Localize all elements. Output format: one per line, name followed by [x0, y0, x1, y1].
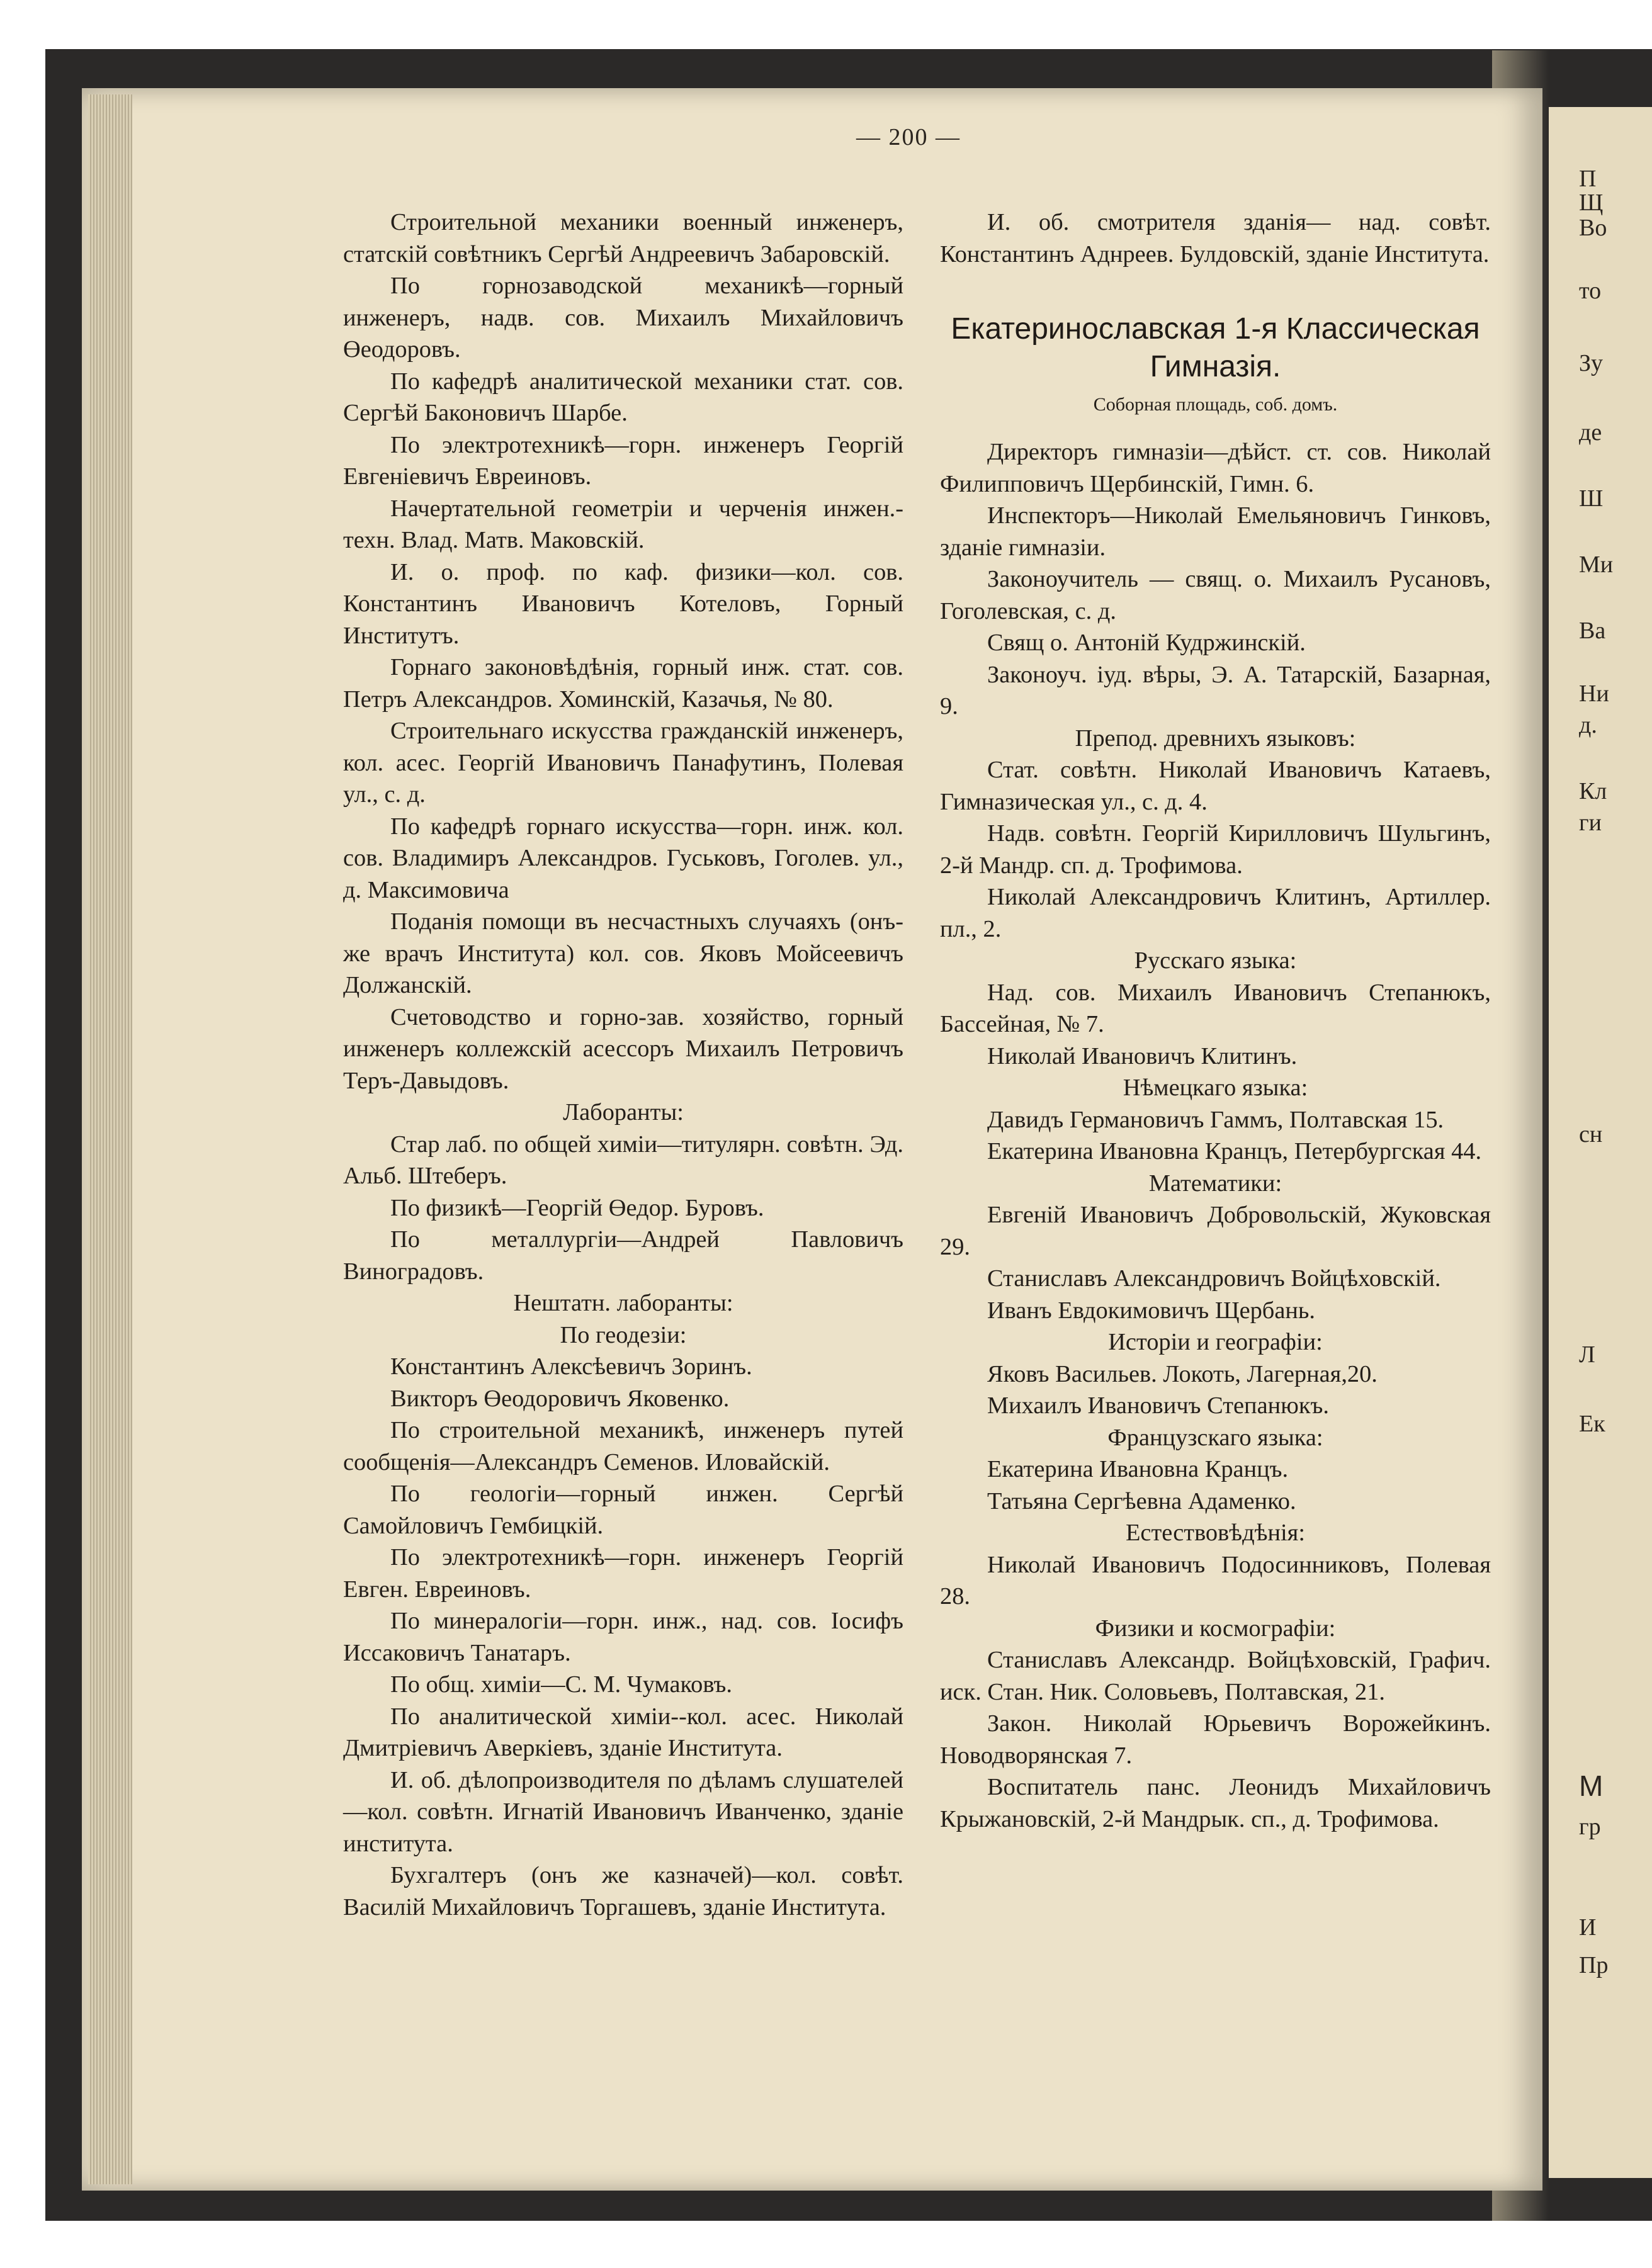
staff-entry: По геологіи—горный инжен. Сергѣй Самойловичъ Гембицкій. [343, 1481, 903, 1539]
staff-entry: По минералогіи—горн. инж., над. сов. Іосифъ Иссаковичъ Танатаръ. [343, 1608, 903, 1666]
staff-entry: Над. сов. Михаилъ Ивановичъ Степанюкъ, Бассейная, № 7. [940, 979, 1491, 1037]
next-page-fragment: Ни [1579, 680, 1609, 707]
section-heading: Нѣмецкаго языка: [1123, 1075, 1308, 1101]
section-heading: Математики: [1148, 1170, 1282, 1197]
next-page-fragment: сн [1579, 1121, 1603, 1148]
left-column [343, 206, 903, 1923]
staff-entry: Строительнаго искусства гражданскій инженеръ, кол. асес. Георгій Ивановичъ Панафутинъ, Полевая ул., с. д. [343, 718, 903, 808]
section-heading: Исторіи и географіи: [1108, 1329, 1323, 1355]
adjacent-page [1549, 107, 1652, 2178]
next-page-fragment: гр [1579, 1814, 1601, 1840]
staff-entry: Екатерина Ивановна Кранцъ, Петербургская 44. [987, 1138, 1482, 1165]
staff-entry: Станиславъ Александровичъ Войцѣховскій. [987, 1265, 1441, 1292]
next-page-fragment: д. [1579, 712, 1597, 738]
staff-entry: Константинъ Алексѣевичъ Зоринъ. [390, 1353, 752, 1380]
staff-entry: Законоуч. іуд. вѣры, Э. А. Татарскій, Базарная, 9. [940, 661, 1491, 719]
staff-entry: По электротехникѣ—горн. инженеръ Георгій Евген. Евреиновъ. [343, 1544, 903, 1603]
staff-entry: Закон. Николай Юрьевичъ Ворожейкинъ. Новодворянская 7. [940, 1710, 1491, 1769]
section-heading: По геодезіи: [560, 1321, 687, 1348]
next-page-fragment: Щ [1579, 189, 1604, 216]
staff-entry: Стат. совѣтн. Николай Ивановичъ Катаевъ, Гимназическая ул., с. д. 4. [940, 757, 1491, 815]
staff-entry: Стар лаб. по общей химіи—титулярн. совѣтн. Эд. Альб. Штеберъ. [343, 1131, 903, 1189]
institution-title: Екатеринославская 1-я Классическая Гимназія. [951, 312, 1480, 383]
staff-entry: Свящ о. Антоній Кудржинскій. [987, 629, 1306, 656]
section-heading: Препод. древнихъ языковъ: [1075, 725, 1356, 752]
next-page-fragment: Кл [1579, 778, 1607, 804]
section-heading: Русскаго языка: [1134, 947, 1297, 974]
next-page-fragment: Ш [1579, 485, 1604, 512]
staff-entry: Надв. совѣтн. Георгій Кирилловичъ Шульгинъ, 2-й Мандр. сп. д. Трофимова. [940, 820, 1491, 879]
next-page-fragment: Л [1579, 1341, 1595, 1368]
next-page-fragment: М [1579, 1769, 1604, 1802]
staff-entry: Инспекторъ—Николай Емельяновичъ Гинковъ, зданіе гимназіи. [940, 502, 1491, 561]
staff-entry: Иванъ Евдокимовичъ Щербань. [987, 1297, 1316, 1324]
staff-entry: По аналитической химіи--кол. асес. Николай Дмитріевичъ Аверкіевъ, зданіе Института. [343, 1703, 903, 1761]
staff-entry: Михаилъ Ивановичъ Степанюкъ. [987, 1392, 1329, 1419]
next-page-fragment: Ва [1579, 618, 1606, 644]
staff-entry: По строительной механикѣ, инженеръ путей сообщенія—Александръ Семенов. Иловайскій. [343, 1417, 903, 1475]
staff-entry: Бухгалтеръ (онъ же казначей)—кол. совѣт. Василій Михайловичъ Торгашевъ, зданіе Института. [343, 1862, 903, 1921]
section-heading: Физики и космографіи: [1095, 1615, 1336, 1642]
page-number: — 200 — [856, 124, 961, 150]
next-page-fragment: Ми [1579, 551, 1614, 578]
section-heading: Французскаго языка: [1107, 1424, 1323, 1451]
staff-entry: По металлургіи—Андрей Павловичъ Виноградовъ. [343, 1226, 903, 1285]
staff-entry: По кафедрѣ аналитической механики стат. сов. Сергѣй Баконовичъ Шарбе. [343, 368, 903, 426]
section-heading: Нештатн. лаборанты: [513, 1290, 733, 1316]
staff-entry: Евгеній Ивановичъ Добровольскій, Жуковская 29. [940, 1202, 1491, 1260]
staff-entry: По общ. химіи—С. М. Чумаковъ. [390, 1671, 732, 1698]
institution-address: Соборная площадь, соб. домъ. [1093, 394, 1338, 415]
next-page-fragment: Зу [1579, 350, 1604, 376]
staff-entry: Начертательной геометріи и черченія инжен.-техн. Влад. Матв. Маковскій. [343, 495, 903, 553]
staff-entry: Счетоводство и горно-зав. хозяйство, горный инженеръ коллежскій асессоръ Михаилъ Петровичъ Теръ-Давыдовъ. [343, 1003, 903, 1094]
staff-entry: По кафедрѣ горнаго искусства—горн. инж. кол. сов. Владимиръ Александров. Гуськовъ, Гоголев. ул., д. Максимовича [343, 813, 903, 903]
section-heading: Лаборанты: [563, 1099, 684, 1126]
staff-entry: Николай Александровичъ Клитинъ, Артиллер. пл., 2. [940, 884, 1491, 942]
next-page-fragment: И [1579, 1914, 1597, 1941]
next-page-fragment: Во [1579, 215, 1607, 241]
staff-entry: По горнозаводской механикѣ—горный инженеръ, надв. сов. Михаилъ Михайловичъ Өеодоровъ. [343, 273, 903, 363]
next-page-fragment: П [1579, 166, 1597, 192]
staff-entry: Николай Ивановичъ Клитинъ. [987, 1042, 1298, 1069]
staff-entry: Директоръ гимназіи—дѣйст. ст. сов. Николай Филипповичъ Щербинскій, Гимн. 6. [940, 439, 1491, 497]
staff-entry: Николай Ивановичъ Подосинниковъ, Полевая 28. [940, 1551, 1491, 1610]
staff-entry: Станиславъ Александр. Войцѣховскій, Графич. иск. Стан. Ник. Соловьевъ, Полтавская, 21. [940, 1647, 1491, 1705]
next-page-fragment: Ек [1579, 1411, 1605, 1437]
staff-entry: По электротехникѣ—горн. инженеръ Георгій Евгеніевичъ Евреиновъ. [343, 431, 903, 490]
staff-entry: Горнаго законовѣдѣнія, горный инж. стат. сов. Петръ Александров. Хоминскій, Казачья, № 80. [343, 654, 903, 713]
staff-entry: Викторъ Өеодоровичъ Яковенко. [390, 1385, 730, 1412]
staff-entry: Екатерина Ивановна Кранцъ. [987, 1456, 1289, 1482]
next-page-fragment: Пр [1579, 1952, 1609, 1978]
staff-entry: Воспитатель панс. Леонидъ Михайловичъ Крыжановскій, 2-й Мандрык. сп., д. Трофимова. [940, 1774, 1491, 1832]
next-page-fragment: де [1579, 419, 1602, 446]
staff-entry: И. об. смотрителя зданія— над. совѣт. Константинъ Аднреев. Булдовскій, зданіе Института. [940, 209, 1491, 268]
staff-entry: Татьяна Сергѣевна Адаменко. [987, 1487, 1296, 1515]
staff-entry: Поданія помощи въ несчастныхъ случаяхъ (онъ-же врачъ Института) кол. сов. Яковъ Мойсеевичъ Должанскій. [343, 908, 903, 998]
page-edges [88, 94, 132, 2184]
next-page-fragment: то [1579, 278, 1602, 304]
staff-entry: По физикѣ—Георгій Өедор. Буровъ. [390, 1194, 764, 1221]
staff-entry: Строительной механики военный инженеръ, статскій совѣтникъ Сергѣй Андреевичъ Забаровскій. [343, 209, 903, 268]
section-heading: Естествовѣдѣнія: [1125, 1520, 1306, 1546]
next-page-fragment: ги [1579, 810, 1602, 836]
staff-entry: Законоучитель — свящ. о. Михаилъ Русановъ, Гоголевская, с. д. [940, 566, 1491, 624]
staff-entry: И. об. дѣлопроизводителя по дѣламъ слушателей—кол. совѣтн. Игнатій Ивановичъ Иванченко, зданіе института. [343, 1766, 903, 1857]
right-column [940, 206, 1491, 1835]
staff-entry: Яковъ Васильев. Локоть, Лагерная,20. [987, 1360, 1378, 1387]
staff-entry: И. о. проф. по каф. физики—кол. сов. Константинъ Ивановичъ Котеловъ, Горный Институтъ. [343, 558, 903, 649]
staff-entry: Давидъ Германовичъ Гаммъ, Полтавская 15. [987, 1106, 1444, 1133]
